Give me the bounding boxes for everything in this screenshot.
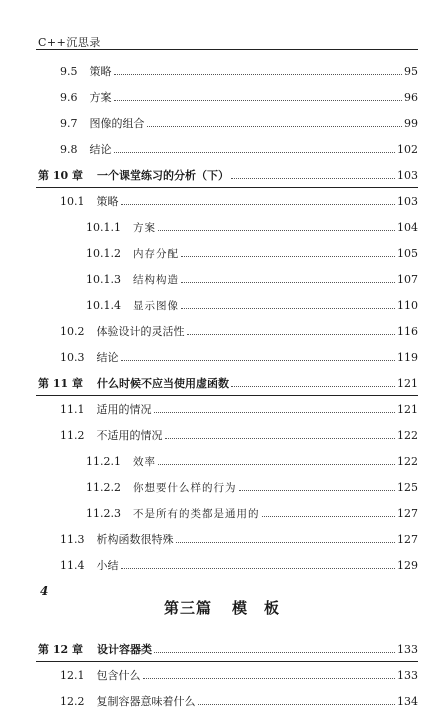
toc-number: 11.3 — [60, 532, 85, 546]
chapter-title: 什么时候不应当使用虚函数 — [96, 377, 229, 390]
chapter-number: 第 12 章 — [38, 643, 83, 656]
toc-title: 小结 — [96, 559, 119, 572]
toc-entry[interactable] — [0, 240, 444, 266]
toc-page: 133 — [397, 668, 418, 682]
toc-title: 结构构造 — [133, 273, 179, 286]
dot-leader — [181, 308, 395, 309]
dot-leader — [181, 282, 395, 283]
toc-chapter-entry[interactable] — [0, 162, 444, 188]
toc-number: 11.2 — [60, 428, 85, 442]
toc-number: 10.1.1 — [86, 220, 121, 234]
dot-leader — [147, 126, 403, 127]
toc-title: 不适用的情况 — [96, 429, 163, 442]
dot-leader — [121, 204, 396, 205]
toc-number: 10.3 — [60, 350, 85, 364]
toc-page: 116 — [397, 324, 418, 338]
toc-entry[interactable] — [0, 448, 444, 474]
toc-title: 策略 — [89, 65, 112, 78]
toc-title: 图像的组合 — [89, 117, 145, 130]
toc-entry[interactable] — [0, 136, 444, 162]
toc-page: 133 — [397, 642, 418, 656]
toc-title: 策略 — [96, 195, 119, 208]
dot-leader — [262, 516, 396, 517]
toc-page: 102 — [397, 142, 418, 156]
toc-page: 104 — [397, 220, 418, 234]
header-rule — [36, 49, 418, 50]
toc-entry[interactable] — [0, 58, 444, 84]
toc-page: 105 — [397, 246, 418, 260]
toc-number: 10.1.4 — [86, 298, 121, 312]
toc-page: 122 — [397, 454, 418, 468]
toc-page: 107 — [397, 272, 418, 286]
toc-number: 9.8 — [60, 142, 78, 156]
toc-number: 11.2.1 — [86, 454, 121, 468]
toc-number: 9.5 — [60, 64, 78, 78]
dot-leader — [143, 678, 396, 679]
toc-number: 11.1 — [60, 402, 85, 416]
toc-entry[interactable] — [0, 552, 444, 578]
chapter-number: 第 11 章 — [38, 377, 83, 390]
dot-leader — [154, 652, 395, 653]
toc-title: 方案 — [133, 221, 156, 234]
part-title: 模 板 — [232, 598, 281, 617]
dot-leader — [181, 256, 395, 257]
toc-number: 9.6 — [60, 90, 78, 104]
dot-leader — [158, 230, 395, 231]
dot-leader — [231, 178, 395, 179]
toc-page: 127 — [397, 506, 418, 520]
chapter-number: 第 10 章 — [38, 169, 83, 182]
toc-page: 129 — [397, 558, 418, 572]
toc-title: 效率 — [133, 455, 156, 468]
toc-page: 134 — [397, 694, 418, 708]
toc-page: 122 — [397, 428, 418, 442]
toc-page: 103 — [397, 194, 418, 208]
dot-leader — [121, 360, 396, 361]
table-of-contents — [0, 58, 444, 714]
dot-leader — [176, 542, 396, 543]
running-header: C++沉思录 — [38, 36, 101, 49]
toc-chapter-entry[interactable] — [0, 370, 444, 396]
toc-entry[interactable] — [0, 110, 444, 136]
toc-number: 11.4 — [60, 558, 85, 572]
toc-number: 11.2.3 — [86, 506, 121, 520]
toc-title: 包含什么 — [96, 669, 141, 682]
toc-entry[interactable] — [0, 474, 444, 500]
toc-page: 119 — [397, 350, 418, 364]
toc-entry[interactable] — [0, 318, 444, 344]
toc-entry[interactable] — [0, 188, 444, 214]
toc-page: 99 — [404, 116, 418, 130]
toc-entry[interactable] — [0, 526, 444, 552]
toc-number: 10.2 — [60, 324, 85, 338]
dot-leader — [187, 334, 396, 335]
toc-title: 复制容器意味着什么 — [96, 695, 196, 708]
toc-number: 10.1.2 — [86, 246, 121, 260]
toc-page: 110 — [397, 298, 418, 312]
page-number: 4 — [40, 584, 49, 598]
toc-title: 不是所有的类都是通用的 — [133, 507, 260, 520]
toc-entry[interactable] — [0, 422, 444, 448]
toc-entry[interactable] — [0, 688, 444, 714]
dot-leader — [231, 386, 395, 387]
toc-number: 12.2 — [60, 694, 85, 708]
toc-entry[interactable] — [0, 292, 444, 318]
toc-number: 10.1 — [60, 194, 85, 208]
toc-entry[interactable] — [0, 500, 444, 526]
toc-entry[interactable] — [0, 662, 444, 688]
toc-title: 显示图像 — [133, 299, 179, 312]
toc-page: 103 — [397, 168, 418, 182]
dot-leader — [165, 438, 396, 439]
dot-leader — [158, 464, 395, 465]
part-label: 第三篇 — [163, 598, 212, 617]
dot-leader — [239, 490, 396, 491]
toc-number: 10.1.3 — [86, 272, 121, 286]
toc-title: 析构函数很特殊 — [96, 533, 174, 546]
toc-entry[interactable] — [0, 344, 444, 370]
toc-entry[interactable] — [0, 396, 444, 422]
chapter-title: 一个课堂练习的分析（下） — [96, 169, 229, 182]
toc-page: 96 — [404, 90, 418, 104]
toc-title: 内存分配 — [133, 247, 179, 260]
toc-entry[interactable] — [0, 266, 444, 292]
toc-title: 结论 — [96, 351, 119, 364]
toc-chapter-entry[interactable] — [0, 636, 444, 662]
part-heading — [0, 578, 444, 636]
toc-number: 12.1 — [60, 668, 85, 682]
toc-page: 95 — [404, 64, 418, 78]
toc-number: 9.7 — [60, 116, 78, 130]
toc-page: 125 — [397, 480, 418, 494]
toc-title: 体验设计的灵活性 — [96, 325, 185, 338]
dot-leader — [114, 152, 396, 153]
toc-page: 127 — [397, 532, 418, 546]
dot-leader — [198, 704, 396, 705]
toc-title: 你想要什么样的行为 — [133, 481, 237, 494]
toc-page: 121 — [397, 376, 418, 390]
dot-leader — [114, 100, 403, 101]
toc-title: 结论 — [89, 143, 112, 156]
chapter-title: 设计容器类 — [96, 643, 152, 656]
toc-title: 方案 — [89, 91, 112, 104]
toc-number: 11.2.2 — [86, 480, 121, 494]
dot-leader — [121, 568, 396, 569]
dot-leader — [154, 412, 396, 413]
dot-leader — [114, 74, 403, 75]
toc-title: 适用的情况 — [96, 403, 152, 416]
toc-page: 121 — [397, 402, 418, 416]
toc-entry[interactable] — [0, 84, 444, 110]
toc-entry[interactable] — [0, 214, 444, 240]
